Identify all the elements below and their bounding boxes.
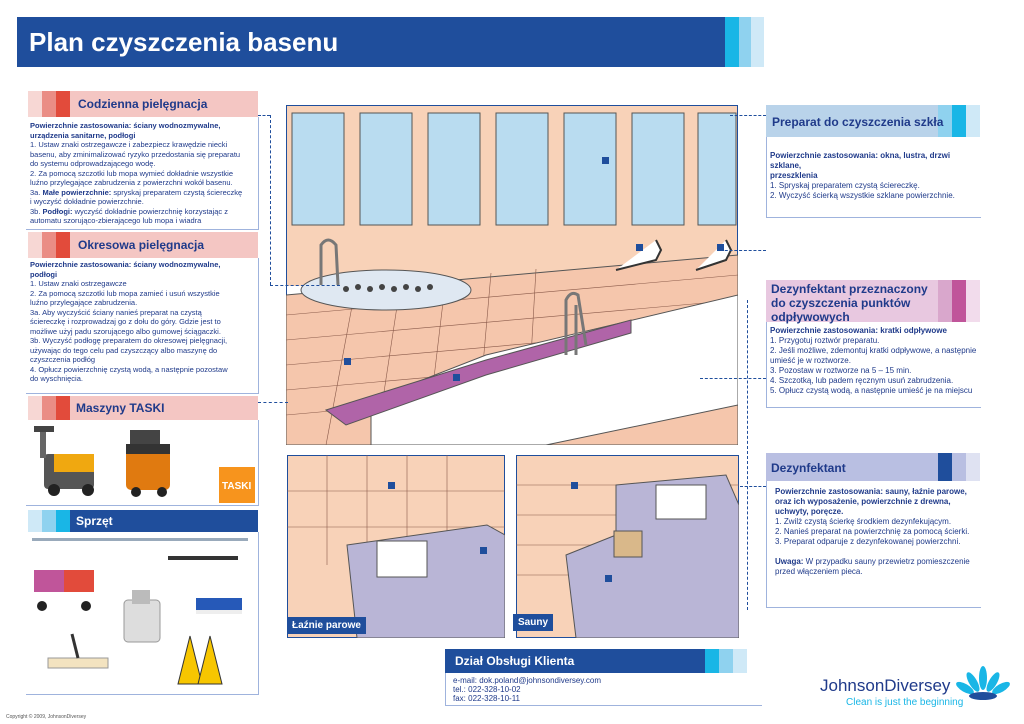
title-stripe xyxy=(725,17,739,67)
marker-drain xyxy=(453,374,460,381)
steam-towel xyxy=(377,541,427,577)
glass-text xyxy=(770,151,980,201)
floor-pad-holder xyxy=(48,634,108,668)
sauna-scene xyxy=(516,455,739,638)
text-line: przeszklenia xyxy=(770,171,818,180)
text-line: 4. Szczotką, lub padem ręcznym usuń zabrudzenia. xyxy=(770,376,954,385)
drain-text xyxy=(770,326,996,396)
text-line: 3a. Aby wyczyścić ściany nanieś preparat na czystą xyxy=(30,307,202,317)
contact-tel: tel.: 022-328-10-02 xyxy=(453,685,521,694)
taski-logo xyxy=(219,467,255,503)
text-line: podłogi xyxy=(30,269,58,279)
text-line: ściereczkę i rozprowadzaj go z dołu do góry. Gdzie jest to xyxy=(30,317,221,326)
scrubber-machine-2 xyxy=(126,430,170,497)
text-line: 5. Opłucz czystą wodą, a następnie umieść je na miejscu xyxy=(770,386,973,395)
jacuzzi xyxy=(301,270,471,310)
squeegee xyxy=(168,556,238,560)
contact-text xyxy=(453,676,601,703)
text-line: luźno przylegające zabrudzenia. xyxy=(30,298,138,307)
text-line: 1. Spryskaj preparatem czystą ściereczkę. xyxy=(770,181,920,190)
text-line: i wyczyść dokładnie powierzchnie. xyxy=(30,197,144,206)
warning-sign xyxy=(178,636,222,684)
marker-steam xyxy=(388,482,395,489)
drain-title-line: do czyszczenia punktów xyxy=(771,296,911,310)
text-line: możliwe użyj padu szorującego albo gumowej ściągaczki. xyxy=(30,326,221,336)
marker-glass xyxy=(636,244,643,251)
text-line: umieść je w roztworze. xyxy=(770,356,851,365)
text-line: 3b. Wyczyść podłogę preparatem do okresowej pielęgnacji, xyxy=(30,336,228,345)
text-line: 1. Przygotuj roztwór preparatu. xyxy=(770,336,880,345)
disinfectant-text xyxy=(775,487,1010,577)
text-line: 1. Ustaw znaki ostrzegawcze i zabezpiecz krawędzie niecki xyxy=(30,140,228,149)
periodic-header xyxy=(28,232,258,258)
sauna-label: Sauny xyxy=(513,614,553,631)
brand-name: JohnsonDiversey xyxy=(820,676,951,695)
connector xyxy=(720,250,766,251)
drain-title-line: Dezynfektant przeznaczony xyxy=(771,282,928,296)
title-stripe xyxy=(739,17,751,67)
text-line: 2. Za pomocą szczotki lub mopa zamieć i usuń wszystkie xyxy=(30,288,220,298)
connector xyxy=(258,402,288,403)
drain-title-line: odpływowych xyxy=(771,310,850,324)
wringer-bucket xyxy=(124,590,160,642)
contact-email[interactable]: e-mail: dok.poland@johnsondiversey.com xyxy=(453,676,602,685)
text-line: basenu, aby zminimalizować ryzyko przedostania się preparatu xyxy=(30,149,241,159)
text-line: 3. Preparat odparuje z dezynfekowanej powierzchni. xyxy=(775,537,961,546)
marker-sauna xyxy=(571,482,578,489)
connector xyxy=(270,285,340,286)
text-line: Powierzchnie zastosowania: okna, lustra, drzwi szklane, xyxy=(770,151,951,170)
machines-header xyxy=(28,396,258,420)
drain-header xyxy=(766,280,980,322)
daily-header xyxy=(28,91,258,117)
title-bar xyxy=(17,17,725,67)
text-line: do wyschnięcia. xyxy=(30,374,83,383)
text-line: 1. Zwilż czystą ścierkę środkiem dezynfekującym. xyxy=(775,517,952,526)
scrubber-machine-1 xyxy=(34,426,94,496)
deck-brush xyxy=(196,598,242,614)
text-line: uchwyty, poręcze. xyxy=(775,507,844,516)
text-line: 1. Ustaw znaki ostrzegawcze xyxy=(30,279,127,288)
text-line: automatu szorująco-zbierającego lub mopa i wiadra xyxy=(30,216,202,225)
contact-title: Dział Obsługi Klienta xyxy=(455,654,575,668)
periodic-text xyxy=(30,260,258,384)
marker-drain xyxy=(717,244,724,251)
marker-sauna xyxy=(605,575,612,582)
connector xyxy=(258,115,270,116)
text-line: urządzenia sanitarne, podłogi xyxy=(30,130,136,140)
text-line: oraz ich wyposażenie, powierzchnie z drewna, xyxy=(775,497,951,506)
marker-floor xyxy=(344,358,351,365)
text-line: czyszczenia podłóg xyxy=(30,355,96,364)
text-line: 3a. Małe powierzchnie: spryskaj preparatem czystą ściereczkę xyxy=(30,187,243,197)
equipment-title: Sprzęt xyxy=(76,514,113,528)
brand-slogan: Clean is just the beginning xyxy=(846,697,964,708)
steam-bath-scene xyxy=(287,455,505,638)
mop-handle xyxy=(32,538,248,541)
copyright: Copyright © 2009, JohnsonDiversey xyxy=(6,714,87,720)
disinfectant-title: Dezynfektant xyxy=(771,461,846,475)
drain-title xyxy=(771,282,928,324)
mop-bucket-trolley xyxy=(34,570,94,611)
text-line: Powierzchnie zastosowania: ściany wodnozmywalne, xyxy=(30,260,221,269)
text-line: 4. Opłucz powierzchnię czystą wodą, a następnie pozostaw xyxy=(30,364,228,374)
text-line: przed włączeniem pieca. xyxy=(775,567,863,576)
daily-title: Codzienna pielęgnacja xyxy=(78,97,208,111)
contact-header xyxy=(445,649,761,673)
text-line: Powierzchnie zastosowania: sauny, łaźnie parowe, xyxy=(775,487,967,496)
brand-logo-icon xyxy=(955,664,1011,704)
text-line: Powierzchnie zastosowania: kratki odpływowe xyxy=(770,326,947,335)
text-line: luźno przylegające zabrudzenia z powierzchni wokół basenu. xyxy=(30,178,233,187)
taski-logo-text: TASKI xyxy=(222,481,252,492)
text-line: 2. Nanieś preparat na powierzchnię za pomocą ścierki. xyxy=(775,527,970,536)
sauna-bucket xyxy=(614,531,642,557)
daily-text xyxy=(30,121,258,226)
equipment-header xyxy=(28,510,258,532)
marker-steam xyxy=(480,547,487,554)
text-line: Powierzchnie zastosowania: ściany wodnozmywalne, xyxy=(30,121,221,130)
glass-title: Preparat do czyszczenia szkła xyxy=(772,115,944,129)
periodic-title: Okresowa pielęgnacja xyxy=(78,238,205,252)
taski-machines-image xyxy=(30,424,230,504)
contact-fax: fax: 022-328-10-11 xyxy=(453,694,521,703)
pool-scene xyxy=(286,105,738,445)
title-stripe xyxy=(751,17,764,67)
connector xyxy=(730,115,766,116)
text-line: używając do tego celu pad czyszczący albo maszynę do xyxy=(30,345,218,355)
marker-glass xyxy=(602,157,609,164)
connector xyxy=(270,115,271,285)
machines-title: Maszyny TASKI xyxy=(76,401,165,415)
disinfectant-header xyxy=(766,453,980,481)
text-line: 3b. Podłogi: wyczyść dokładnie powierzchnię korzystając z xyxy=(30,206,228,216)
equipment-image xyxy=(28,534,256,692)
text-line: 3. Pozostaw w roztworze na 5 – 15 min. xyxy=(770,366,912,375)
text-line: 2. Wyczyść ścierką wszystkie szklane powierzchnie. xyxy=(770,191,955,200)
glass-header xyxy=(766,105,980,137)
connector xyxy=(700,378,766,379)
text-line: 2. Jeśli możliwe, zdemontuj kratki odpływowe, a następnie xyxy=(770,346,977,355)
text-line xyxy=(775,547,1010,557)
sauna-towel xyxy=(656,485,706,519)
page-title: Plan czyszczenia basenu xyxy=(29,27,339,57)
text-line: Uwaga: W przypadku sauny przewietrz pomieszczenie xyxy=(775,557,970,566)
text-line: 2. Za pomocą szczotki lub mopa wymieć dokładnie wszystkie xyxy=(30,168,233,178)
connector xyxy=(740,486,766,487)
steam-label: Łaźnie parowe xyxy=(287,617,366,634)
text-line: do systemu odprowadzającego wodę. xyxy=(30,159,156,168)
connector xyxy=(747,300,748,610)
